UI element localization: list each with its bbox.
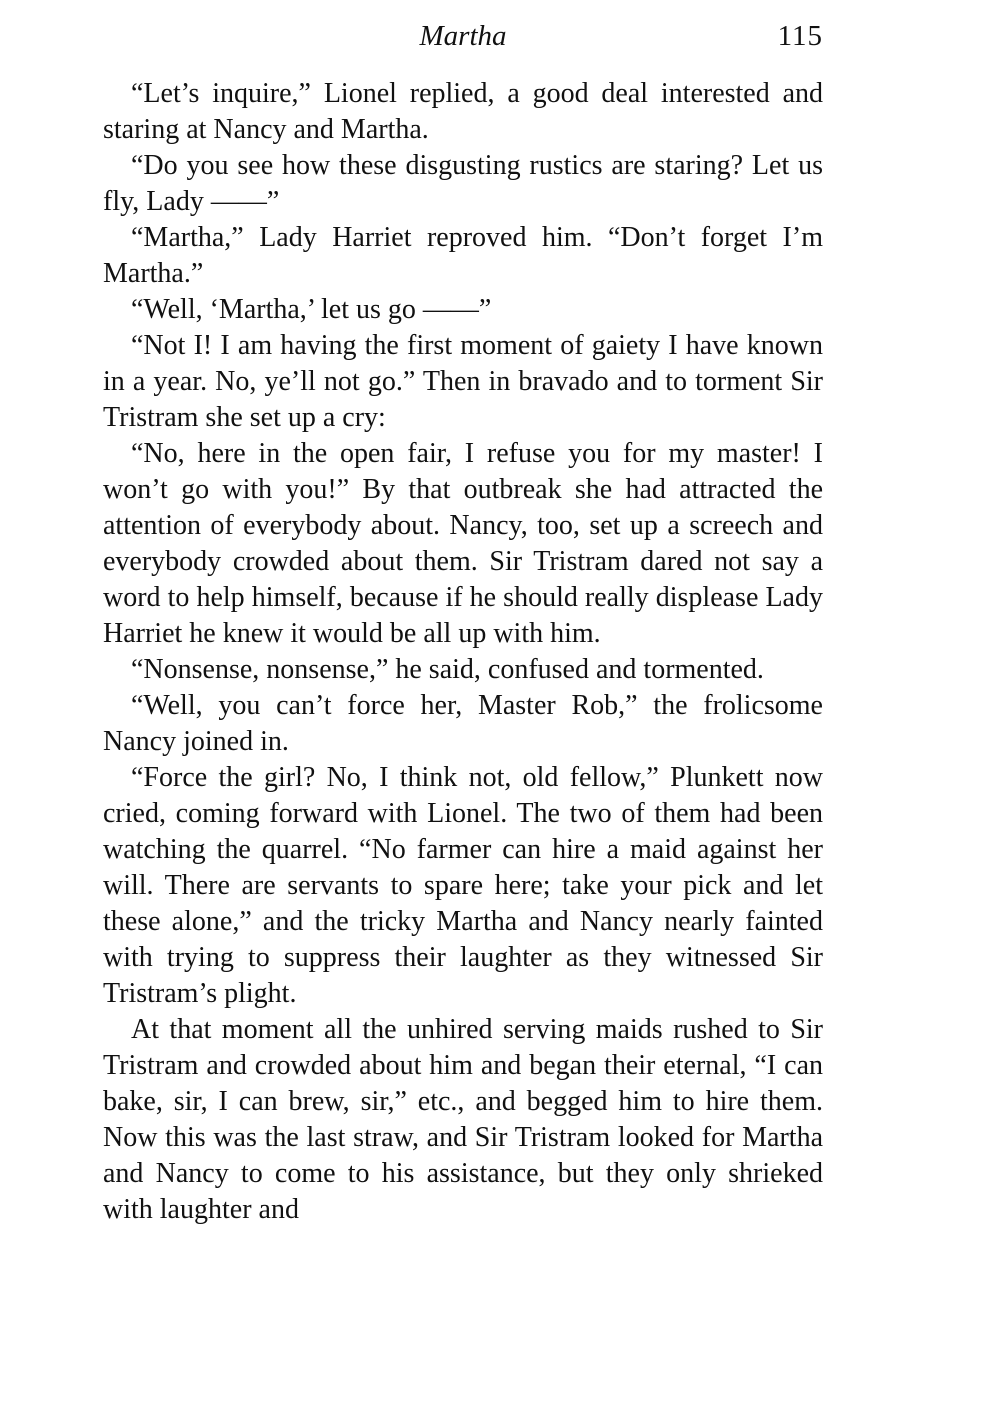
paragraph: “Martha,” Lady Harriet reproved him. “Don’t forget I’m Martha.”: [103, 222, 823, 289]
paragraph: “Well, you can’t force her, Master Rob,” the frolicsome Nancy joined in.: [103, 690, 823, 757]
paragraph: “Let’s inquire,” Lionel replied, a good deal interested and staring at Nancy and Martha.: [103, 78, 823, 145]
paragraph: “Force the girl? No, I think not, old fellow,” Plunkett now cried, coming forward with Lionel. The two of them had been watching the quarrel. “No farmer can hire a maid against her will. There are servants to spare here; take your pick and let these alone,” and the tricky Martha and Nancy nearly fainted with trying to suppress their laughter as they witnessed Sir Tristram’s plight.: [103, 762, 823, 1009]
running-title: Martha: [419, 20, 507, 52]
paragraph: At that moment all the unhired serving maids rushed to Sir Tristram and crowded about him and began their eternal, “I can bake, sir, I can brew, sir,” etc., and begged him to hire them. Now this was the last straw, and Sir Tristram looked for Martha and Nancy to come to his assistance, but they only shrieked with laughter and: [103, 1014, 823, 1225]
paragraph: “Nonsense, nonsense,” he said, confused and tormented.: [131, 654, 764, 685]
body-text: [103, 76, 823, 1228]
paragraph: “Well, ‘Martha,’ let us go ——”: [131, 294, 492, 325]
page-number: 115: [777, 20, 823, 52]
paragraph: “No, here in the open fair, I refuse you for my master! I won’t go with you!” By that outbreak she had attracted the attention of everybody about. Nancy, too, set up a screech and everybody crowded about them. Sir Tristram dared not say a word to help himself, because if he should really displease Lady Harriet he knew it would be all up with him.: [103, 438, 823, 649]
paragraph: “Do you see how these disgusting rustics are staring? Let us fly, Lady ——”: [103, 150, 823, 217]
running-head: [103, 18, 823, 54]
paragraph: “Not I! I am having the first moment of gaiety I have known in a year. No, ye’ll not go.” Then in bravado and to torment Sir Tristram she set up a cry:: [103, 330, 823, 433]
